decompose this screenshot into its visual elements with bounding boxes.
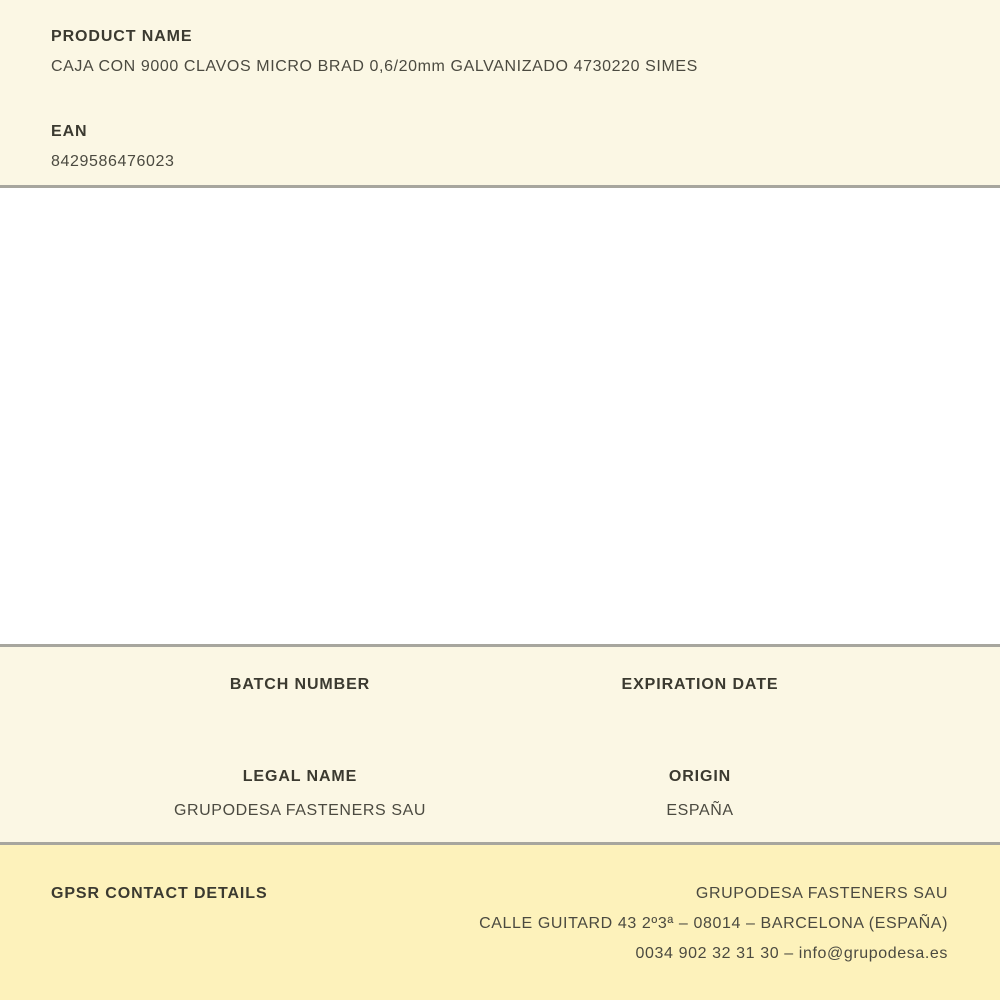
- product-name-field: [51, 28, 949, 76]
- gpsr-address-line: CALLE GUITARD 43 2º3ª – 08014 – BARCELONA (ESPAÑA): [479, 915, 948, 932]
- expiration-date-label: EXPIRATION DATE: [621, 676, 779, 693]
- spacer: [500, 786, 900, 802]
- ean-field: [51, 123, 949, 171]
- origin-label: ORIGIN: [668, 768, 732, 785]
- legal-name-label: LEGAL NAME: [242, 768, 358, 785]
- gpsr-contact-block: [479, 885, 948, 963]
- product-name-label: PRODUCT NAME: [51, 28, 193, 45]
- origin-value: ESPAÑA: [666, 802, 734, 819]
- product-name-value: CAJA CON 9000 CLAVOS MICRO BRAD 0,6/20mm GALVANIZADO 4730220 SIMES: [51, 58, 698, 75]
- details-section: [0, 647, 1000, 842]
- batch-number-value: [100, 694, 500, 768]
- product-image-area: [0, 188, 1000, 644]
- product-header-section: [0, 0, 1000, 185]
- spacer: [100, 786, 500, 802]
- legal-name-value: GRUPODESA FASTENERS SAU: [173, 802, 427, 819]
- ean-label: EAN: [51, 123, 88, 140]
- gpsr-section: [0, 845, 1000, 1000]
- gpsr-contact-label: GPSR CONTACT DETAILS: [51, 885, 268, 902]
- batch-number-label: BATCH NUMBER: [229, 676, 371, 693]
- gpsr-phone-email-line: 0034 902 32 31 30 – info@grupodesa.es: [635, 945, 948, 962]
- details-grid: [100, 676, 900, 820]
- gpsr-company-line: GRUPODESA FASTENERS SAU: [695, 885, 948, 902]
- ean-value: 8429586476023: [51, 153, 175, 170]
- expiration-date-value: [500, 694, 900, 768]
